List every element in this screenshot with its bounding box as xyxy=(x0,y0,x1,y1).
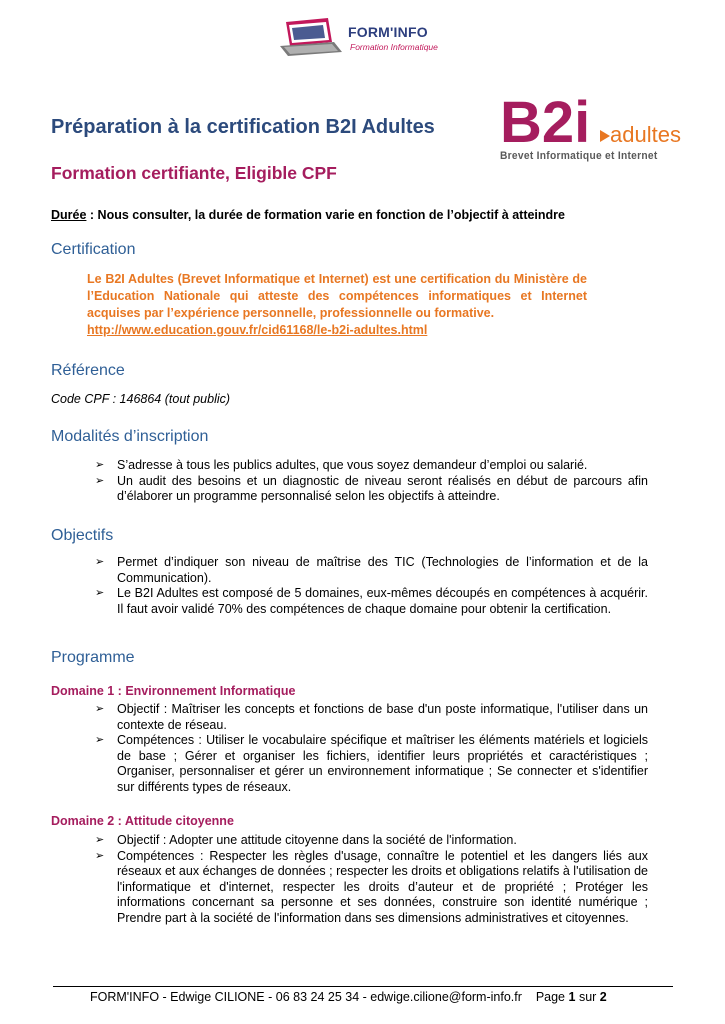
section-programme: Programme xyxy=(51,649,135,666)
b2i-suffix: adultes xyxy=(610,122,681,147)
arrow-bullet-icon: ➢ xyxy=(95,459,105,471)
arrow-bullet-icon: ➢ xyxy=(95,587,105,599)
certification-text xyxy=(87,271,587,339)
list-item: ➢ Compétences : Respecter les règles d'usage, connaître le potentiel et les dangers liés aux réseaux et aux échanges de données ; respecter les droits et obligations relatifs à l'utilisation de l'informatique et d'internet, respecter les droits d’auteur et de propriété ; Protéger les informations concernant sa personne et ses données, construire son identité numérique ; Prendre part à la société de l'information dans ses dimensions administratives et citoyennes. xyxy=(95,848,648,925)
list-item: ➢ Un audit des besoins et un diagnostic de niveau seront réalisés en début de parcours afin d’élaborer un programme personnalisé selon les objectifs à atteindre. xyxy=(95,473,648,503)
arrow-bullet-icon: ➢ xyxy=(95,474,105,487)
logo-tagline: Formation Informatique xyxy=(350,42,438,52)
list-item: ➢ Objectif : Adopter une attitude citoyenne dans la société de l'information. xyxy=(95,833,517,847)
certification-link[interactable]: http://www.education.gouv.fr/cid61168/le-b2i-adultes.html xyxy=(87,323,428,337)
list-item: ➢ Le B2I Adultes est composé de 5 domaines, eux-mêmes découpés en compétences à acquérir. Il faut avoir validé 70% des compétences de chaque domaine pour obtenir la certification. xyxy=(95,586,648,616)
section-objectifs: Objectifs xyxy=(51,527,114,544)
domaine2-list xyxy=(95,833,648,926)
footer-page-label: Page xyxy=(535,990,566,1004)
footer-of-label: sur xyxy=(578,990,597,1004)
list-item: ➢ S’adresse à tous les publics adultes, que vous soyez demandeur d’emploi ou salarié. xyxy=(95,458,588,472)
arrow-bullet-icon: ➢ xyxy=(95,834,105,846)
domaine1-title: Domaine 1 : Environnement Informatique xyxy=(51,684,296,698)
page-title: Préparation à la certification B2I Adultes xyxy=(51,116,435,138)
modalites-list xyxy=(95,458,648,505)
arrow-icon xyxy=(600,130,610,142)
footer-page-number: 1 xyxy=(568,990,576,1004)
certification-desc: Le B2I Adultes (Brevet Informatique et Internet) est une certification du Ministère de l’Education Nationale qui atteste des compétences informatiques et Internet acquises par l’expérience personnelle, professionnelle ou formative. xyxy=(87,272,587,320)
duree-text: : Nous consulter, la durée de formation varie en fonction de l’objectif à atteindre xyxy=(86,208,565,222)
section-modalites: Modalités d’inscription xyxy=(51,428,209,445)
arrow-bullet-icon: ➢ xyxy=(95,849,105,862)
section-certification: Certification xyxy=(51,241,136,258)
footer xyxy=(90,990,607,1004)
b2i-adultes-logo xyxy=(500,90,681,174)
footer-divider xyxy=(53,986,673,987)
arrow-bullet-icon: ➢ xyxy=(95,734,105,746)
list-item: ➢ Permet d’indiquer son niveau de maîtrise des TIC (Technologies de l’information et de la Communication). xyxy=(95,555,648,585)
footer-contact: FORM'INFO - Edwige CILIONE - 06 83 24 25 34 - edwige.cilione@form-info.fr xyxy=(90,990,522,1004)
logo-name: FORM'INFO xyxy=(348,24,428,40)
footer-page-total: 2 xyxy=(599,990,607,1004)
page-subtitle: Formation certifiante, Eligible CPF xyxy=(51,163,337,183)
section-reference: Référence xyxy=(51,362,125,379)
duree-line xyxy=(51,208,565,222)
domaine2-title: Domaine 2 : Attitude citoyenne xyxy=(51,814,234,828)
forminfo-logo xyxy=(276,16,456,62)
laptop-logo-icon xyxy=(276,16,348,62)
objectifs-list xyxy=(95,555,648,617)
arrow-bullet-icon: ➢ xyxy=(95,703,105,715)
b2i-caption: Brevet Informatique et Internet xyxy=(500,150,658,162)
arrow-bullet-icon: ➢ xyxy=(95,556,105,568)
b2i-main-text: B2i xyxy=(500,90,591,155)
duree-label: Durée xyxy=(51,208,87,222)
reference-code: Code CPF : 146864 (tout public) xyxy=(51,392,231,406)
list-item: ➢ Objectif : Maîtriser les concepts et fonctions de base d'un poste informatique, l'utiliser dans un contexte de réseau. xyxy=(95,702,648,732)
domaine1-list xyxy=(95,702,648,795)
list-item: ➢ Compétences : Utiliser le vocabulaire spécifique et maîtriser les éléments matériels et logiciels de base ; Gérer et organiser les fichiers, identifier leurs propriétés et caractéristiques ; Organiser, personnaliser et gérer un environnement informatique ; Se connecter et s'identifier sur différents types de réseaux. xyxy=(95,733,648,794)
